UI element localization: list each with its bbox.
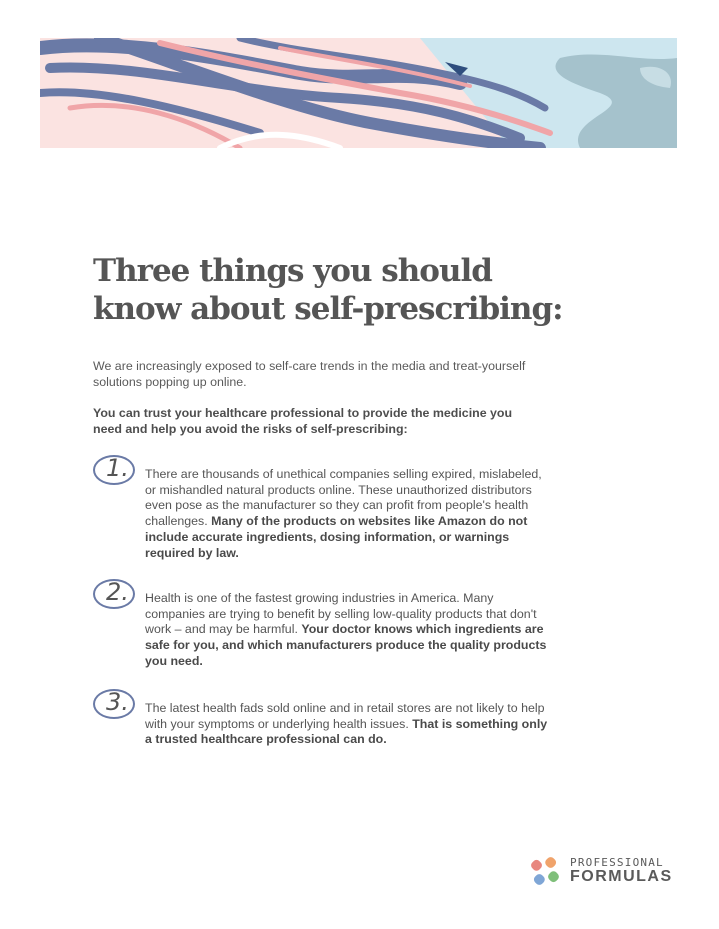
item-text-bold: Your doctor knows which ingredients are safe for you, and which manufacturers produce the quality products you need. (145, 622, 547, 668)
logo-text-top: PROFESSIONAL (570, 856, 664, 869)
intro-paragraph: We are increasingly exposed to self-care trends in the media and treat-yourself solutions popping up online. (93, 359, 526, 389)
lead-paragraph: You can trust your healthcare professional to provide the medicine you need and help you avoid the risks of self-prescribing: (93, 406, 513, 436)
logo-text-bottom: FORMULAS (570, 868, 673, 885)
item-text (145, 591, 550, 670)
title-line-2: know about self-prescribing: (93, 291, 563, 327)
item-text-bold: That is something only a trusted healthcare professional can do. (145, 716, 548, 747)
brushstroke-art (40, 38, 677, 148)
title-line-1: Three things you should (93, 253, 492, 289)
item-number: 2. (106, 578, 129, 606)
item-text-bold: Many of the products on websites like Amazon do not include accurate ingredients, dosing information, or warnings required by law. (145, 514, 528, 560)
item-number: 1. (106, 454, 129, 482)
brushstroke-banner (40, 38, 677, 148)
item-text-regular: The latest health fads sold online and in retail stores are not likely to help with your symptoms or underlying health issues. (145, 701, 545, 731)
professional-formulas-logo (528, 854, 678, 888)
item-text (145, 701, 550, 748)
item-text-regular: Health is one of the fastest growing industries in America. Many companies are trying to benefit by selling low-quality products that don't work – and may be harmful. (145, 591, 537, 637)
item-text-regular: There are thousands of unethical companies selling expired, mislabeled, or mishandled natural products online. These unauthorized distributors even pose as the manufacturer so they can profit from people's health challenges. (145, 467, 542, 529)
page-title (93, 252, 613, 328)
clover-logo-icon (528, 854, 562, 888)
item-text (145, 467, 550, 561)
item-number: 3. (106, 688, 129, 716)
